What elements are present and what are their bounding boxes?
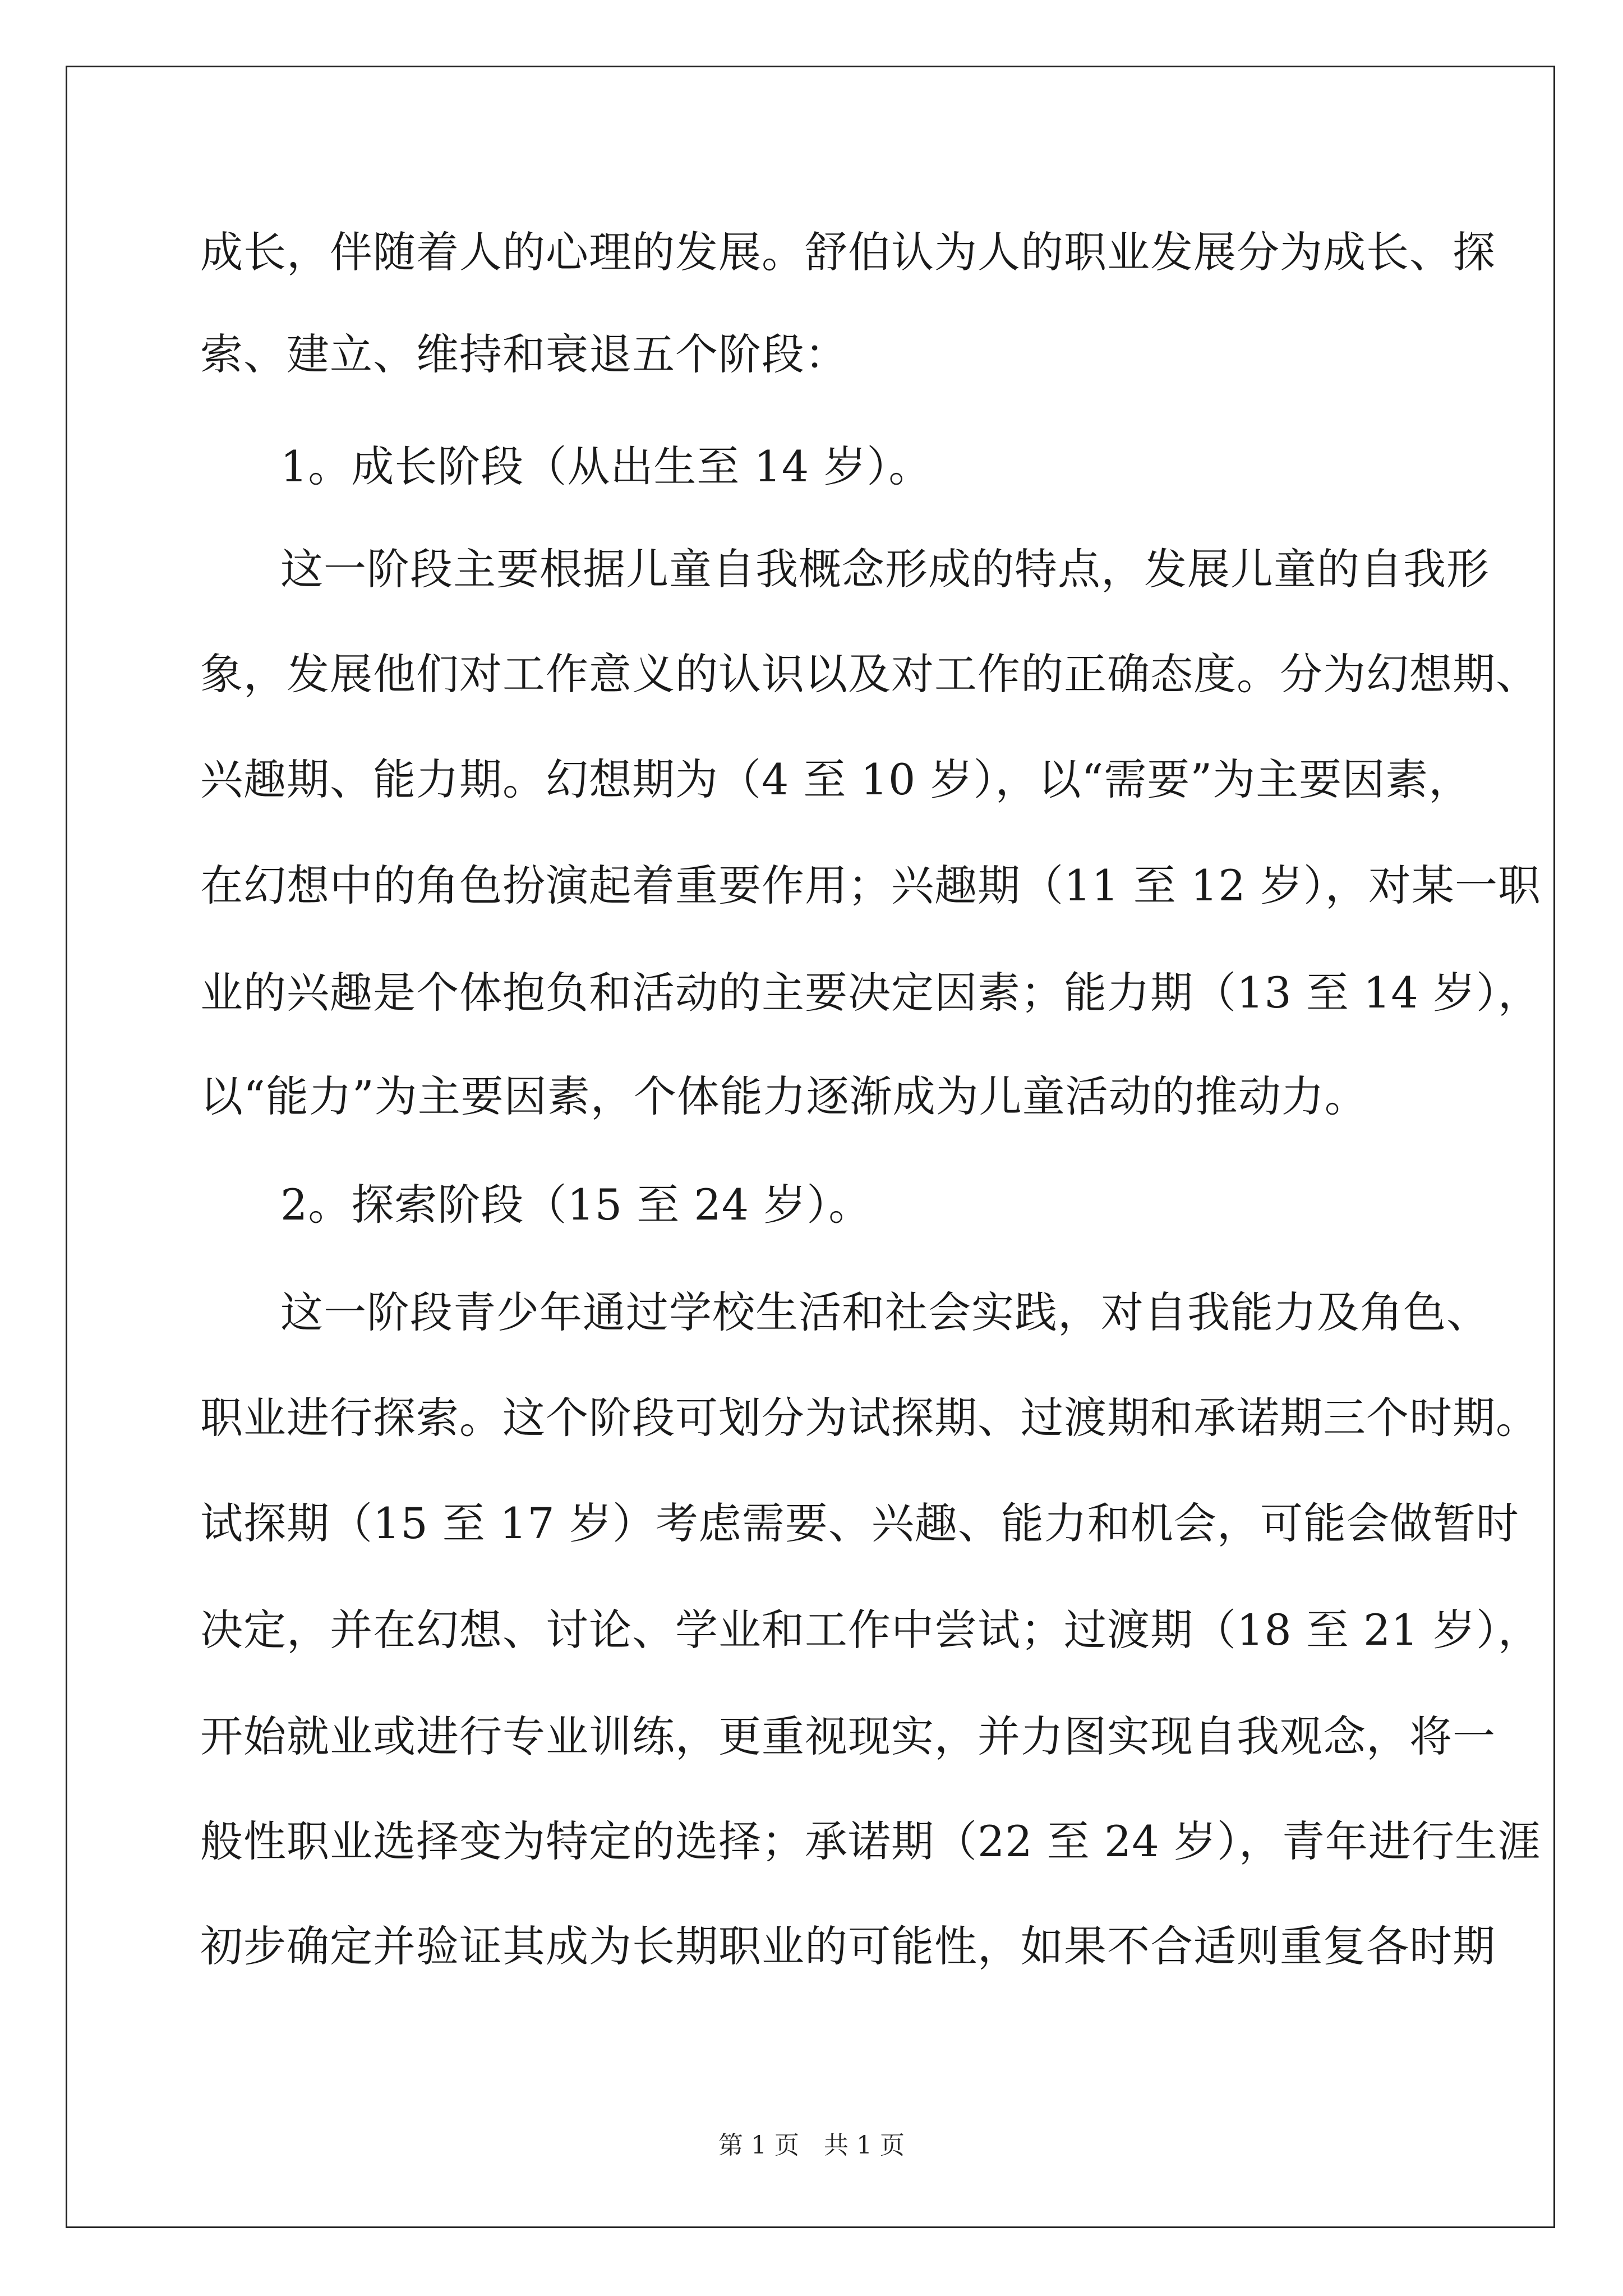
text-line: 在幻想中的角色扮演起着重要作用；兴趣期（11 至 12 岁），对某一职 <box>200 861 1541 910</box>
page-border <box>66 66 1555 2228</box>
text-line: 初步确定并验证其成为长期职业的可能性，如果不合适则重复各时期 <box>200 1921 1496 1971</box>
text-line: 这一阶段青少年通过学校生活和社会实践，对自我能力及角色、 <box>280 1287 1490 1337</box>
text-line: 这一阶段主要根据儿童自我概念形成的特点，发展儿童的自我形 <box>280 544 1490 594</box>
text-line: 职业进行探索。这个阶段可划分为试探期、过渡期和承诺期三个时期。 <box>200 1393 1539 1443</box>
text-line: 象，发展他们对工作意义的认识以及对工作的正确态度。分为幻想期、 <box>200 649 1539 699</box>
section-heading: 1。成长阶段（从出生至 14 岁）。 <box>280 441 932 491</box>
text-line: 以“能力”为主要因素，个体能力逐渐成为儿童活动的推动力。 <box>200 1071 1368 1121</box>
page-footer: 第 1 页 共 1 页 <box>718 2131 905 2160</box>
text-line: 般性职业选择变为特定的选择；承诺期（22 至 24 岁），青年进行生涯 <box>200 1816 1541 1866</box>
section-heading: 2。探索阶段（15 至 24 岁）。 <box>280 1180 872 1230</box>
text-line: 试探期（15 至 17 岁）考虑需要、兴趣、能力和机会，可能会做暂时 <box>200 1498 1519 1548</box>
text-line: 业的兴趣是个体抱负和活动的主要决定因素；能力期（13 至 14 岁）， <box>200 968 1541 1018</box>
text-line: 兴趣期、能力期。幻想期为（4 至 10 岁），以“需要”为主要因素， <box>200 754 1472 804</box>
text-line: 开始就业或进行专业训练，更重视现实，并力图实现自我观念，将一 <box>200 1711 1496 1761</box>
text-line: 决定，并在幻想、讨论、学业和工作中尝试；过渡期（18 至 21 岁）， <box>200 1605 1541 1655</box>
text-line: 索、建立、维持和衰退五个阶段： <box>200 329 848 379</box>
text-line: 成长，伴随着人的心理的发展。舒伯认为人的职业发展分为成长、探 <box>200 227 1496 277</box>
